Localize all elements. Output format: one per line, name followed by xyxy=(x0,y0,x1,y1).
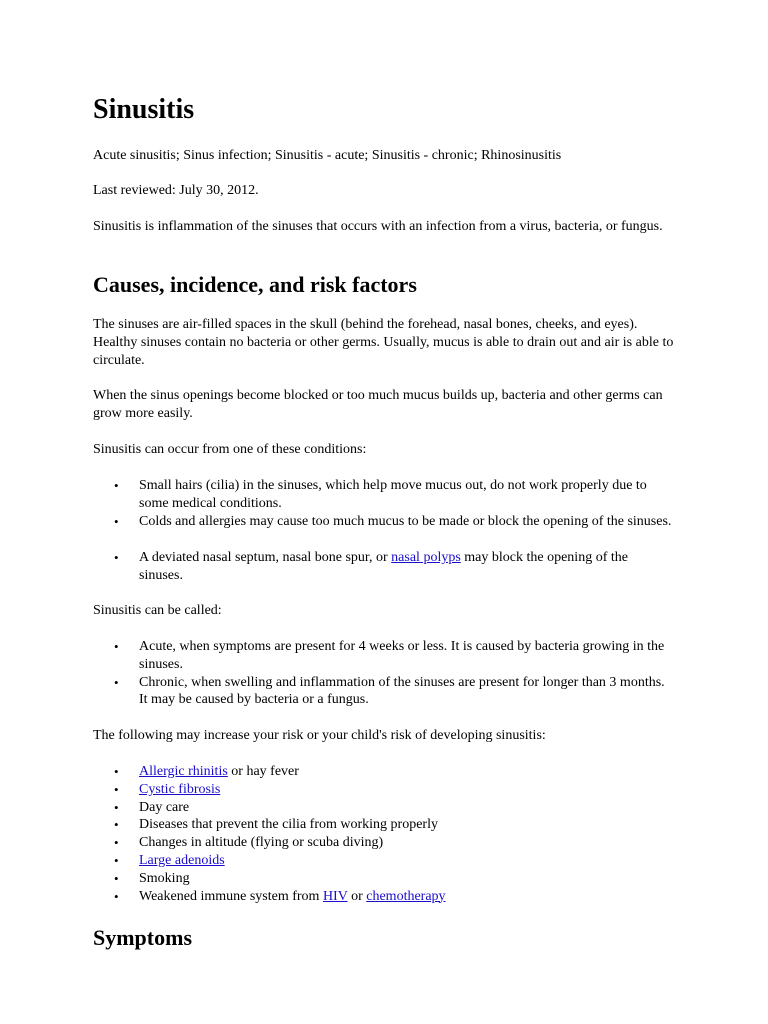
large-adenoids-link[interactable]: Large adenoids xyxy=(139,852,225,868)
page-title: Sinusitis xyxy=(93,94,195,125)
last-reviewed: Last reviewed: July 30, 2012. xyxy=(93,183,259,198)
list-item xyxy=(93,852,673,870)
called-intro: Sinusitis can be called: xyxy=(93,603,222,618)
risk-intro: The following may increase your risk or your child's risk of developing sinusitis: xyxy=(93,728,546,743)
list-item: • Day care xyxy=(93,799,673,817)
list-item: • Changes in altitude (flying or scuba diving) xyxy=(93,834,673,852)
list-item: • Acute, when symptoms are present for 4 weeks or less. It is caused by bacteria growing in the sinuses. xyxy=(93,638,673,674)
conditions-list-c xyxy=(93,549,673,585)
conditions-list xyxy=(93,477,673,513)
intro-paragraph: Sinusitis is inflammation of the sinuses that occurs with an infection from a virus, bacteria, or fungus. xyxy=(93,219,663,234)
allergic-rhinitis-link[interactable]: Allergic rhinitis xyxy=(139,764,228,779)
conditions-intro: Sinusitis can occur from one of these conditions: xyxy=(93,442,367,457)
causes-heading: Causes, incidence, and risk factors xyxy=(93,272,417,297)
nasal-polyps-link[interactable]: nasal polyps xyxy=(391,550,461,565)
list-item: • Diseases that prevent the cilia from working properly xyxy=(93,816,673,834)
list-item: • Chronic, when swelling and inflammation of the sinuses are present for longer than 3 months. It may be caused by bacteria or a fungus. xyxy=(93,674,673,710)
list-item: • A deviated nasal septum, nasal bone spur, or nasal polyps may block the opening of the sinuses. xyxy=(93,549,673,585)
cystic-fibrosis-link[interactable]: Cystic fibrosis xyxy=(139,781,221,797)
symptoms-heading: Symptoms xyxy=(93,925,193,950)
sinuses-paragraph: The sinuses are air-filled spaces in the skull (behind the forehead, nasal bones, cheeks, and eyes). Healthy sinuses contain no bacteria or other germs. Usually, mucus is able to drain out and air is able to circulate. xyxy=(93,317,674,368)
alternate-names: Acute sinusitis; Sinus infection; Sinusitis - acute; Sinusitis - chronic; Rhinosinusitis xyxy=(93,148,562,163)
hiv-link[interactable]: HIV xyxy=(322,888,348,904)
chemotherapy-link[interactable]: chemotherapy xyxy=(366,888,446,904)
conditions-list-b xyxy=(93,513,673,531)
list-item: • Weakened immune system from HIV or chemotherapy xyxy=(93,888,673,906)
list-item: • Smoking xyxy=(93,870,673,888)
list-item: • Colds and allergies may cause too much mucus to be made or block the opening of the sinuses. xyxy=(93,513,673,531)
list-item xyxy=(93,781,673,799)
blocked-paragraph: When the sinus openings become blocked or too much mucus builds up, bacteria and other germs can grow more easily. xyxy=(93,388,663,421)
risk-list xyxy=(93,763,673,905)
list-item: • Small hairs (cilia) in the sinuses, which help move mucus out, do not work properly due to some medical conditions. xyxy=(93,477,673,513)
called-list xyxy=(93,638,673,709)
list-item: • Allergic rhinitis or hay fever xyxy=(93,763,673,781)
